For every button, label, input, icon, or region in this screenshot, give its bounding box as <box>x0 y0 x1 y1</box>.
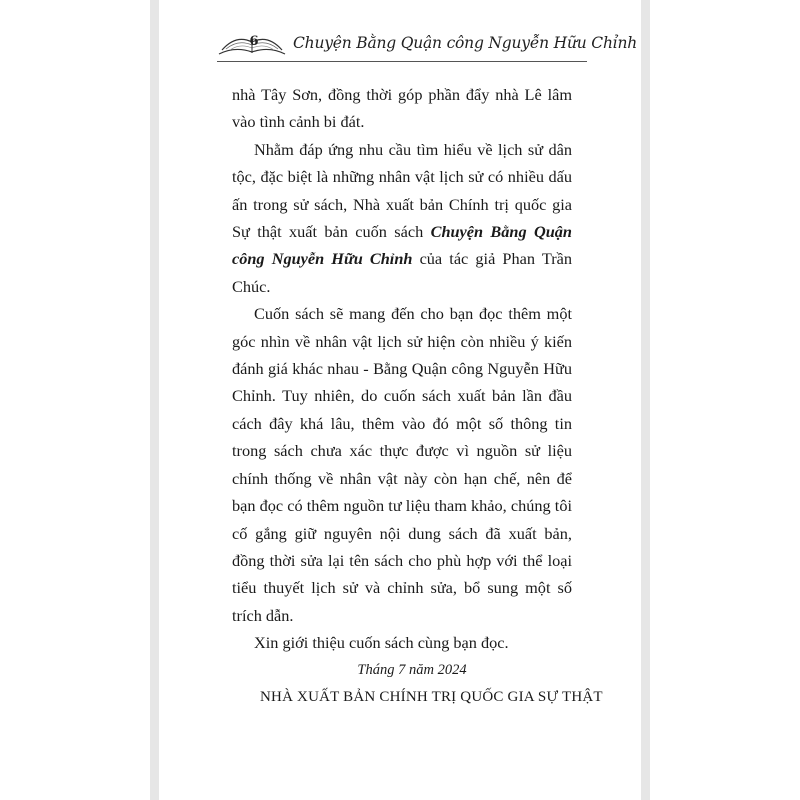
paragraph-3: Cuốn sách sẽ mang đến cho bạn đọc thêm một góc nhìn về nhân vật lịch sử hiện còn nhiều ý kiến đánh giá khác nhau - Bằng Quận công Nguyễn Hữu Chỉnh. Tuy nhiên, do cuốn sách xuất bản lần đầu cách đây khá lâu, thêm vào đó một số thông tin trong sách chưa xác thực được vì nguồn sử liệu chính thống về nhân vật này còn hạn chế, nên để bạn đọc có thêm nguồn tư liệu tham khảo, chúng tôi cố gắng giữ nguyên nội dung sách đã xuất bản, đồng thời sửa lại tên sách cho phù hợp với thể loại tiểu thuyết lịch sử và chỉnh sửa, bổ sung một số trích dẫn. <box>232 304 572 625</box>
page-body <box>232 81 603 711</box>
paragraph-2 <box>232 136 572 300</box>
header-rule <box>217 61 587 62</box>
paragraph-1: nhà Tây Sơn, đồng thời góp phần đẩy nhà Lê lâm vào tình cảnh bi đát. <box>232 85 572 132</box>
date-line: Tháng 7 năm 2024 <box>357 661 467 678</box>
book-title: Chuyện Bằng Quận công Nguyễn Hữu Chỉnh <box>232 222 572 269</box>
page-header <box>217 28 638 62</box>
paragraph-2-end: của tác giả Phan Trần Chúc. <box>232 249 572 296</box>
paragraph-4: Xin giới thiệu cuốn sách cùng bạn đọc. <box>254 633 509 653</box>
paragraph-2-text: Nhằm đáp ứng nhu cầu tìm hiểu về lịch sử dân tộc, đặc biệt là những nhân vật lịch sử có nhiều dấu ấn trong sử sách, Nhà xuất bản Chính trị quốc gia Sự thật xuất bản cuốn sách <box>232 139 572 242</box>
right-page-edge <box>641 0 650 800</box>
publisher-signature: NHÀ XUẤT BẢN CHÍNH TRỊ QUỐC GIA SỰ THẬT <box>260 688 603 705</box>
book-page <box>159 0 641 800</box>
left-page-edge <box>150 0 159 800</box>
running-title: Chuyện Bằng Quận công Nguyễn Hữu Chỉnh <box>293 34 638 52</box>
page-number: 6 <box>249 34 259 49</box>
